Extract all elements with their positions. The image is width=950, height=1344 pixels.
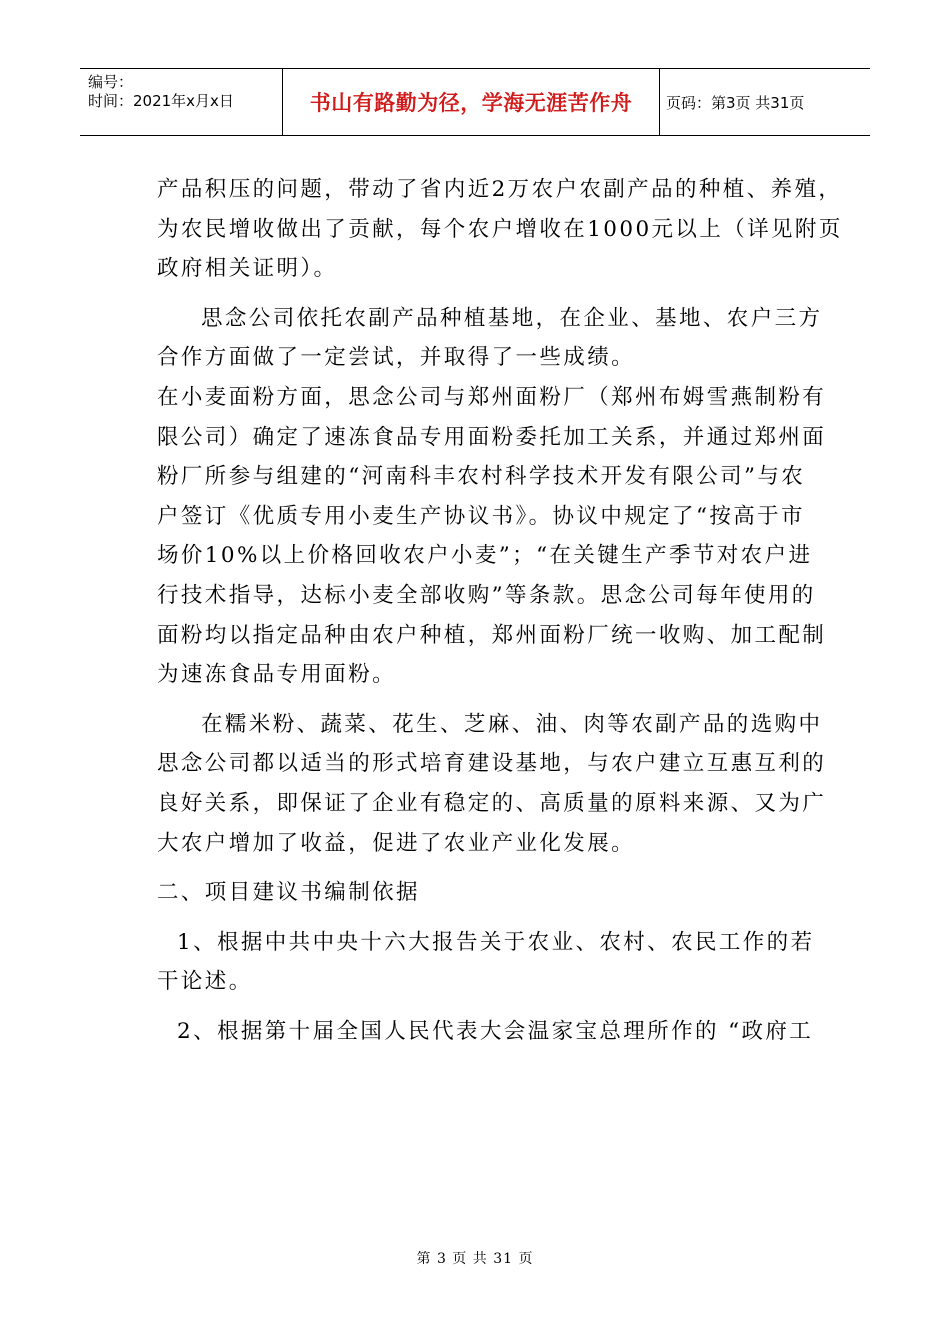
body-line: 产品积压的问题，带动了省内近2万农户农副产品的种植、养殖， — [157, 177, 843, 202]
time-label: 时间：2021年x月x日 — [88, 92, 234, 110]
document-body — [157, 170, 857, 1051]
body-line: 粉厂所参与组建的“河南科丰农村科学技术开发有限公司”与农 — [157, 464, 806, 490]
body-line: 良好关系，即保证了企业有稳定的、高质量的原料来源、又为广 — [157, 790, 827, 816]
body-line: 1、根据中共中央十六大报告关于农业、农村、农民工作的若 — [177, 929, 815, 955]
section-heading: 二、项目建议书编制依据 — [157, 880, 420, 906]
body-line: 在小麦面粉方面，思念公司与郑州面粉厂（郑州布姆雪燕制粉有 — [157, 384, 827, 410]
body-line: 面粉均以指定品种由农户种植，郑州面粉厂统一收购、加工配制 — [157, 622, 827, 648]
body-line: 在糯米粉、蔬菜、花生、芝麻、油、肉等农副产品的选购中 — [201, 711, 823, 737]
body-line: 政府相关证明）。 — [157, 256, 338, 282]
body-line: 为农民增收做出了贡献，每个农户增收在1000元以上（详见附页 — [157, 216, 843, 242]
header-motto: 书山有路勤为径，学海无涯苦作舟 — [283, 69, 660, 135]
body-line: 思念公司依托农副产品种植基地，在企业、基地、农户三方 — [201, 305, 823, 331]
body-line: 户签订《优质专用小麦生产协议书》。协议中规定了“按高于市 — [157, 503, 805, 529]
header-page-label: 页码：第3页 共31页 — [666, 93, 805, 112]
page-footer: 第 3 页 共 31 页 — [416, 1251, 534, 1267]
body-line: 2、根据第十届全国人民代表大会温家宝总理所作的 “政府工 — [177, 1018, 814, 1044]
document-header — [80, 68, 870, 136]
code-label: 编号： — [88, 73, 134, 91]
body-line: 思念公司都以适当的形式培育建设基地，与农户建立互惠互利的 — [157, 751, 827, 777]
header-meta — [80, 69, 283, 135]
body-line: 场价10%以上价格回收农户小麦”；“在关键生产季节对农户进 — [157, 543, 813, 569]
body-line: 大农户增加了收益，促进了农业产业化发展。 — [157, 830, 636, 856]
body-line: 合作方面做了一定尝试，并取得了一些成绩。 — [157, 345, 636, 371]
body-line: 限公司）确定了速冻食品专用面粉委托加工关系，并通过郑州面 — [157, 424, 827, 450]
body-line: 干论述。 — [157, 969, 253, 995]
body-line: 行技术指导，达标小麦全部收购”等条款。思念公司每年使用的 — [157, 582, 816, 608]
body-line: 为速冻食品专用面粉。 — [157, 662, 397, 688]
